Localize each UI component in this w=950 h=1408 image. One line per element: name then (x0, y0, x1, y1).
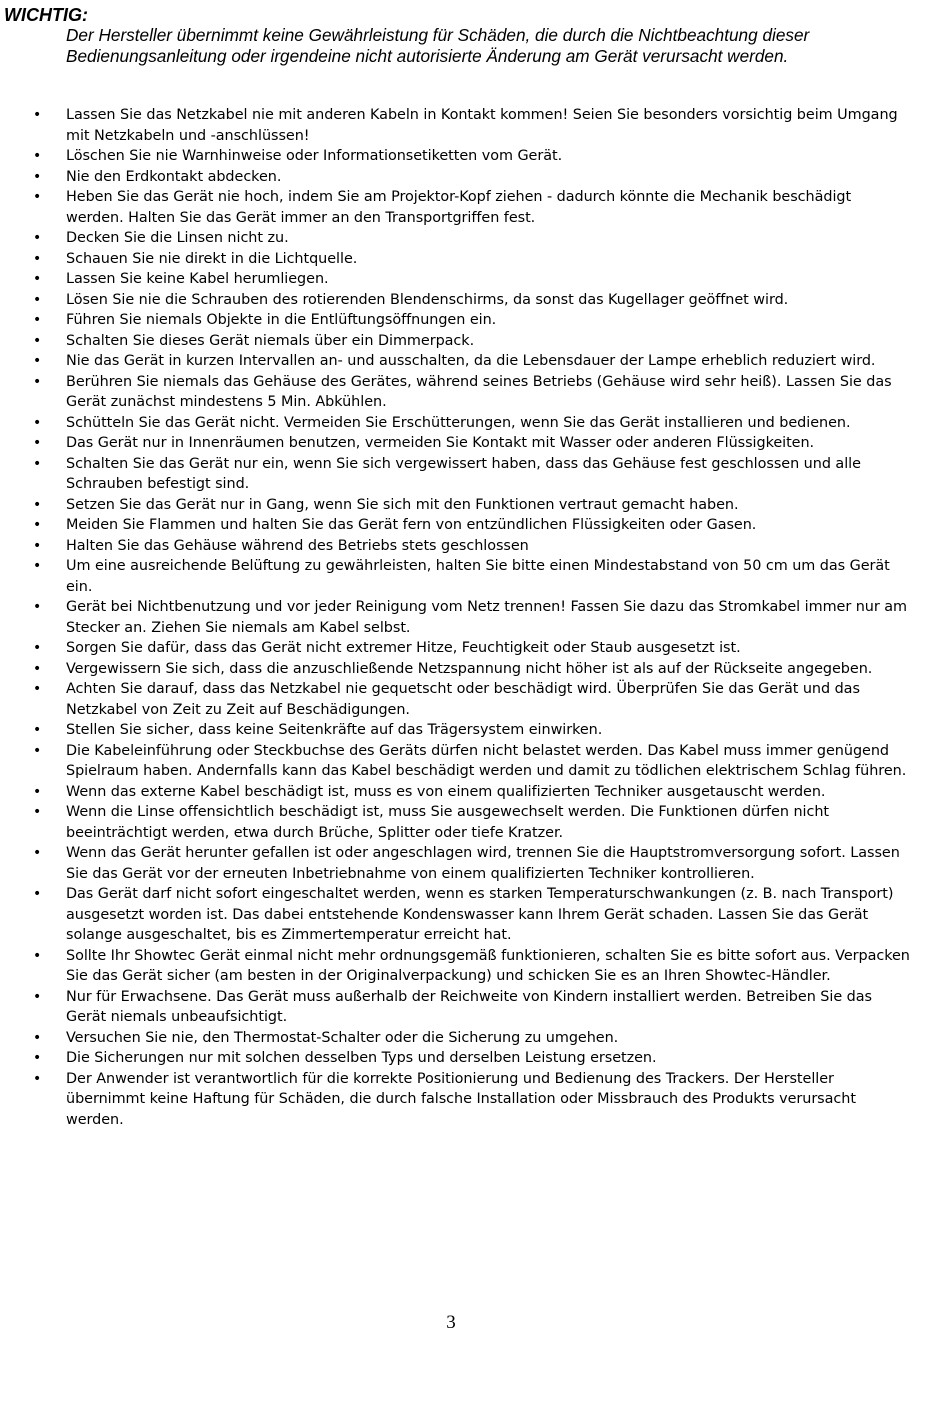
list-item-text: Wenn das externe Kabel beschädigt ist, muss es von einem qualifizierten Techniker ausgetauscht werden. (66, 783, 826, 800)
list-item-text: Heben Sie das Gerät nie hoch, indem Sie am Projektor-Kopf ziehen - dadurch könnte die Mechanik beschädigt werden. Halten Sie das Gerät immer an den Transportgriffen fest. (66, 189, 852, 226)
list-item-text: Decken Sie die Linsen nicht zu. (66, 230, 289, 246)
bullet-icon: • (33, 271, 42, 287)
bullet-icon: • (33, 455, 42, 472)
list-item (0, 659, 950, 680)
list-item-text: Lassen Sie keine Kabel herumliegen. (66, 271, 329, 287)
list-item (0, 146, 950, 167)
list-item-text: Schauen Sie nie direkt in die Lichtquelle. (66, 250, 358, 267)
list-item (0, 351, 950, 372)
list-item (0, 536, 950, 557)
list-item-text: Nie den Erdkontakt abdecken. (66, 168, 282, 185)
list-item-text: Achten Sie darauf, dass das Netzkabel nie gequetscht oder beschädigt wird. Überprüfen Sie das Gerät und das Netzkabel von Zeit zu Zeit auf Beschädigungen. (66, 681, 860, 718)
bullet-icon: • (33, 742, 42, 759)
list-item (0, 1069, 950, 1131)
list-item (0, 782, 950, 803)
list-item (0, 1048, 950, 1069)
bullet-icon: • (33, 332, 42, 349)
list-item-text: Setzen Sie das Gerät nur in Gang, wenn Sie sich mit den Funktionen vertraut gemacht haben. (66, 496, 739, 513)
list-item-text: Versuchen Sie nie, den Thermostat-Schalter oder die Sicherung zu umgehen. (66, 1029, 619, 1046)
bullet-icon: • (33, 660, 42, 677)
list-item-text: Stellen Sie sicher, dass keine Seitenkräfte auf das Trägersystem einwirken. (66, 722, 603, 738)
bullet-icon: • (33, 558, 42, 574)
bullet-icon: • (33, 435, 42, 451)
list-item (0, 310, 950, 331)
list-item-text: Sorgen Sie dafür, dass das Gerät nicht extremer Hitze, Feuchtigkeit oder Staub ausgesetzt ist. (66, 640, 741, 656)
list-item-text: Das Gerät darf nicht sofort eingeschaltet werden, wenn es starken Temperaturschwankungen (z. B. nach Transport) ausgesetzt worden ist. Das dabei entstehende Kondenswasser kann Ihrem Gerät schaden. Lassen Sie das Gerät solange ausgeschaltet, bis es Zimmertemperatur erreicht hat. (66, 886, 894, 943)
list-item (0, 802, 950, 843)
bullet-icon: • (33, 599, 42, 615)
bullet-icon: • (33, 148, 42, 164)
list-item-text: Führen Sie niemals Objekte in die Entlüftungsöffnungen ein. (66, 312, 497, 328)
bullet-icon: • (33, 537, 42, 554)
list-item (0, 597, 950, 638)
list-item (0, 187, 950, 228)
bullet-icon: • (33, 353, 42, 369)
list-item-text: Die Sicherungen nur mit solchen desselben Typs und derselben Leistung ersetzen. (66, 1050, 657, 1066)
list-item (0, 413, 950, 434)
bullet-icon: • (33, 168, 42, 185)
list-item (0, 269, 950, 290)
bullet-icon: • (33, 312, 42, 328)
list-item (0, 167, 950, 188)
bullet-icon: • (33, 373, 42, 390)
list-item-text: Um eine ausreichende Belüftung zu gewährleisten, halten Sie bitte einen Mindestabstand von 50 cm um das Gerät ein. (66, 558, 890, 595)
list-item-text: Sollte Ihr Showtec Gerät einmal nicht mehr ordnungsgemäß funktionieren, schalten Sie es bitte sofort aus. Verpacken Sie das Gerät sicher (am besten in der Originalverpackung) und schicken Sie es an Ihren Showtec-Händler. (66, 947, 910, 984)
bullet-icon: • (33, 496, 42, 513)
list-item (0, 331, 950, 352)
bullet-icon: • (33, 250, 42, 267)
list-item (0, 1028, 950, 1049)
bullet-icon: • (33, 291, 42, 308)
list-item (0, 556, 950, 597)
list-item-text: Nur für Erwachsene. Das Gerät muss außerhalb der Reichweite von Kindern installiert werden. Betreiben Sie das Gerät niemals unbeaufsichtigt. (66, 988, 872, 1025)
bullet-icon: • (33, 681, 42, 697)
list-item-text: Meiden Sie Flammen und halten Sie das Gerät fern von entzündlichen Flüssigkeiten oder Gasen. (66, 517, 757, 533)
list-item-text: Schalten Sie dieses Gerät niemals über ein Dimmerpack. (66, 332, 475, 349)
warning-text: Der Hersteller übernimmt keine Gewährleistung für Schäden, die durch die Nichtbeachtung dieser Bedienungsanleitung oder irgendeine nicht autorisierte Änderung am Gerät verursacht werden. (66, 25, 810, 66)
list-item (0, 228, 950, 249)
list-item (0, 249, 950, 270)
list-item (0, 720, 950, 741)
list-item (0, 946, 950, 987)
bullet-icon: • (33, 189, 42, 205)
bullet-icon: • (33, 107, 42, 123)
list-item-text: Lassen Sie das Netzkabel nie mit anderen Kabeln in Kontakt kommen! Seien Sie besonders vorsichtig beim Umgang mit Netzkabeln und -anschlüssen! (66, 107, 898, 144)
bullet-icon: • (33, 517, 42, 533)
bullet-icon: • (33, 722, 42, 738)
list-item (0, 987, 950, 1028)
list-item-text: Schalten Sie das Gerät nur ein, wenn Sie sich vergewissert haben, dass das Gehäuse fest geschlossen und alle Schrauben befestigt sind. (66, 455, 861, 492)
safety-instructions-list (0, 105, 950, 1130)
warning-title: WICHTIG: (4, 5, 88, 25)
bullet-icon: • (33, 845, 42, 861)
bullet-icon: • (33, 414, 42, 431)
list-item (0, 433, 950, 454)
list-item-text: Lösen Sie nie die Schrauben des rotierenden Blendenschirms, da sonst das Kugellager geöffnet wird. (66, 291, 789, 308)
list-item (0, 372, 950, 413)
list-item (0, 495, 950, 516)
bullet-icon: • (33, 1070, 42, 1087)
list-item-text: Die Kabeleinführung oder Steckbuchse des Geräts dürfen nicht belastet werden. Das Kabel muss immer genügend Spielraum haben. Andernfalls kann das Kabel beschädigt werden und damit zu tödlichen elektrischem Schlag führen. (66, 742, 907, 779)
list-item-text: Wenn das Gerät herunter gefallen ist oder angeschlagen wird, trennen Sie die Hauptstromversorgung sofort. Lassen Sie das Gerät vor der erneuten Inbetriebnahme von einem qualifizierten Techniker kontrollieren. (66, 845, 900, 882)
list-item (0, 741, 950, 782)
bullet-icon: • (33, 804, 42, 820)
bullet-icon: • (33, 1029, 42, 1046)
list-item-text: Berühren Sie niemals das Gehäuse des Gerätes, während seines Betriebs (Gehäuse wird sehr heiß). Lassen Sie das Gerät zunächst mindestens 5 Min. Abkühlen. (66, 373, 892, 410)
list-item-text: Gerät bei Nichtbenutzung und vor jeder Reinigung vom Netz trennen! Fassen Sie dazu das Stromkabel immer nur am Stecker an. Ziehen Sie niemals am Kabel selbst. (66, 599, 908, 636)
list-item-text: Nie das Gerät in kurzen Intervallen an- und ausschalten, da die Lebensdauer der Lampe erheblich reduziert wird. (66, 353, 876, 369)
bullet-icon: • (33, 947, 42, 964)
bullet-icon: • (33, 640, 42, 656)
list-item-text: Vergewissern Sie sich, dass die anzuschließende Netzspannung nicht höher ist als auf der Rückseite angegeben. (66, 660, 873, 677)
list-item-text: Löschen Sie nie Warnhinweise oder Informationsetiketten vom Gerät. (66, 148, 563, 164)
bullet-icon: • (33, 1050, 42, 1066)
list-item (0, 843, 950, 884)
list-item-text: Halten Sie das Gehäuse während des Betriebs stets geschlossen (66, 537, 529, 554)
list-item (0, 454, 950, 495)
list-item (0, 290, 950, 311)
bullet-icon: • (33, 988, 42, 1005)
bullet-icon: • (33, 783, 42, 800)
list-item (0, 638, 950, 659)
list-item (0, 515, 950, 536)
list-item-text: Schütteln Sie das Gerät nicht. Vermeiden Sie Erschütterungen, wenn Sie das Gerät installieren und bedienen. (66, 414, 851, 431)
list-item (0, 105, 950, 146)
list-item-text: Wenn die Linse offensichtlich beschädigt ist, muss Sie ausgewechselt werden. Die Funktionen dürfen nicht beeinträchtigt werden, etwa durch Brüche, Splitter oder tiefe Kratzer. (66, 804, 829, 841)
bullet-icon: • (33, 230, 42, 246)
bullet-icon: • (33, 886, 42, 902)
page-number: 3 (446, 1312, 456, 1333)
list-item-text: Das Gerät nur in Innenräumen benutzen, vermeiden Sie Kontakt mit Wasser oder anderen Flüssigkeiten. (66, 435, 815, 451)
list-item-text: Der Anwender ist verantwortlich für die korrekte Positionierung und Bedienung des Trackers. Der Hersteller übernimmt keine Haftung für Schäden, die durch falsche Installation oder Missbrauch des Produkts verursacht werden. (66, 1070, 856, 1128)
list-item (0, 679, 950, 720)
list-item (0, 884, 950, 946)
